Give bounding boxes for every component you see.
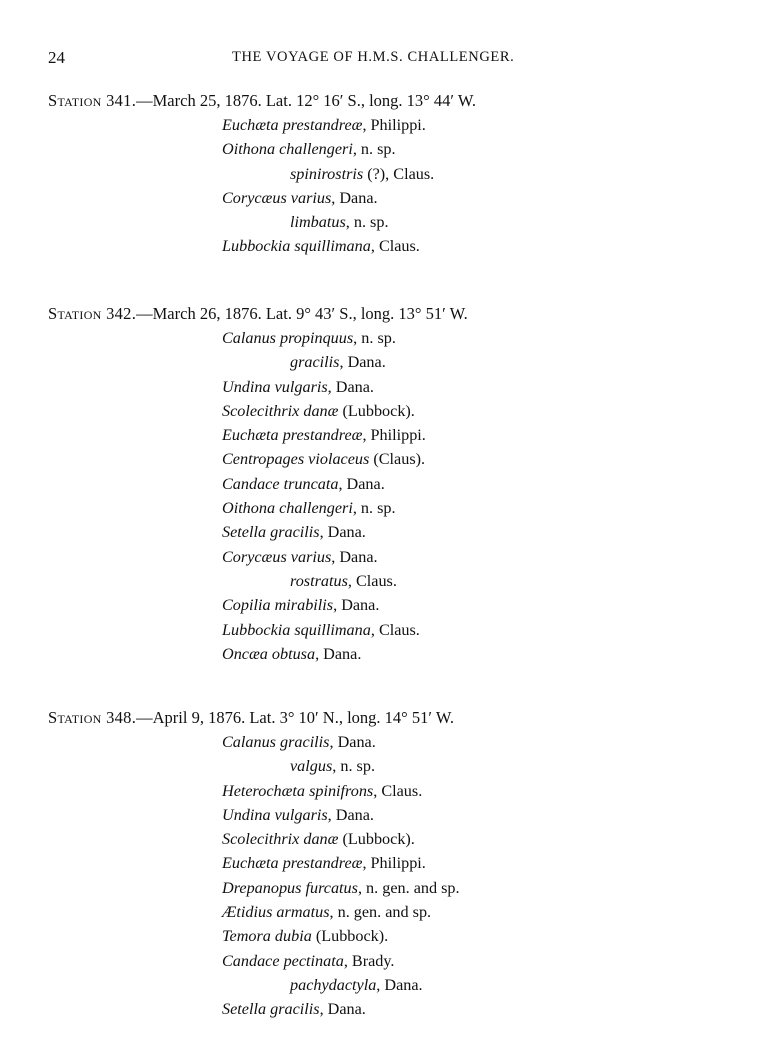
species-entry — [48, 186, 748, 210]
species-name: Temora dubia — [222, 927, 312, 946]
station-heading — [48, 302, 748, 326]
species-name: Candace truncata — [222, 474, 339, 493]
species-name: Euchæta prestandreæ — [222, 426, 363, 445]
station-label: Station 341. — [48, 91, 137, 110]
species-authority: , Claus. — [370, 237, 420, 256]
species-name: Candace pectinata — [222, 951, 344, 970]
species-name: Lubbockia squillimana — [222, 237, 371, 256]
running-title: THE VOYAGE OF H.M.S. CHALLENGER. — [232, 49, 515, 65]
species-name: Scolecithrix danæ — [222, 830, 339, 849]
species-entry — [48, 876, 748, 900]
species-name: Oithona challengeri — [222, 140, 353, 159]
species-entry — [48, 973, 748, 997]
species-entry — [48, 210, 748, 234]
station-section — [48, 706, 748, 1022]
species-authority: , Philippi. — [362, 426, 426, 445]
species-entry — [48, 593, 748, 617]
species-authority: , Brady. — [343, 951, 395, 970]
species-entry — [48, 447, 748, 471]
species-entry — [48, 472, 748, 496]
species-authority: , Dana. — [376, 975, 423, 994]
species-name: Euchæta prestandreæ — [222, 116, 363, 134]
species-entry — [48, 803, 748, 827]
species-entry — [48, 520, 748, 544]
species-name: Setella gracilis — [222, 523, 320, 542]
species-entry — [48, 827, 748, 851]
species-entry — [48, 851, 748, 875]
species-authority: , Philippi. — [362, 116, 426, 134]
species-entry — [48, 900, 748, 924]
species-authority: , Dana. — [319, 523, 366, 542]
species-name: Undina vulgaris — [222, 805, 328, 824]
species-authority: (Lubbock). — [338, 830, 415, 849]
species-authority: , n. gen. and sp. — [329, 903, 432, 922]
station-label: Station 348. — [48, 708, 137, 727]
species-name: Scolecithrix danæ — [222, 401, 339, 420]
species-entry — [48, 162, 748, 186]
species-entry — [48, 618, 748, 642]
species-name: pachydactyla — [290, 975, 377, 994]
species-authority: , Dana. — [333, 596, 380, 615]
species-name: limbatus — [290, 213, 346, 232]
species-name: Calanus propinquus — [222, 329, 354, 347]
species-list — [48, 113, 748, 259]
station-label: Station 342. — [48, 304, 137, 323]
species-authority: , Dana. — [319, 1000, 366, 1019]
species-authority: , Dana. — [315, 644, 362, 663]
species-authority: , n. sp. — [352, 140, 396, 159]
species-name: Calanus gracilis — [222, 733, 330, 751]
species-authority: , Dana. — [329, 733, 376, 751]
species-name: Oithona challengeri — [222, 499, 353, 518]
species-name: Centropages violaceus — [222, 450, 370, 469]
species-authority: , n. gen. and sp. — [357, 878, 460, 897]
species-entry — [48, 234, 748, 258]
species-name: Oncæa obtusa — [222, 644, 316, 663]
running-head — [48, 48, 738, 72]
species-authority: , n. sp. — [353, 329, 396, 347]
species-name: gracilis — [290, 353, 340, 372]
species-name: Euchæta prestandreæ — [222, 854, 363, 873]
species-authority: (Lubbock). — [311, 927, 389, 946]
station-detail: —April 9, 1876. Lat. 3° 10′ N., long. 14° 51′ W. — [136, 708, 455, 727]
species-authority: , Philippi. — [362, 854, 426, 873]
species-entry — [48, 350, 748, 374]
station-detail: —March 26, 1876. Lat. 9° 43′ S., long. 13° 51′ W. — [136, 304, 468, 323]
species-authority: , Dana. — [331, 188, 378, 207]
station-heading — [48, 89, 748, 113]
species-name: Heterochæta spinifrons — [222, 781, 374, 800]
species-entry — [48, 924, 748, 948]
species-authority: (Lubbock). — [338, 401, 415, 420]
species-authority: , Claus. — [370, 620, 420, 639]
species-entry — [48, 399, 748, 423]
species-authority: , Claus. — [347, 571, 397, 590]
station-section — [48, 302, 748, 666]
species-entry — [48, 997, 748, 1021]
species-authority: , Dana. — [338, 474, 385, 493]
species-entry — [48, 779, 748, 803]
species-entry — [48, 496, 748, 520]
species-authority: , Dana. — [327, 805, 374, 824]
species-entry — [48, 949, 748, 973]
species-entry — [48, 375, 748, 399]
species-entry — [48, 754, 748, 778]
species-authority: , n. sp. — [345, 213, 389, 232]
species-name: Copilia mirabilis — [222, 596, 334, 615]
species-entry — [48, 326, 748, 350]
species-authority: (Claus). — [369, 450, 426, 469]
species-name: Setella gracilis — [222, 1000, 320, 1019]
species-entry — [48, 423, 748, 447]
species-entry — [48, 545, 748, 569]
station-section — [48, 89, 748, 259]
species-name: spinirostris — [290, 164, 364, 183]
species-authority: , Dana. — [327, 377, 374, 396]
species-authority: , Claus. — [373, 781, 423, 800]
species-entry — [48, 113, 748, 137]
species-name: Ætidius armatus — [222, 903, 330, 922]
species-name: rostratus — [290, 571, 348, 590]
species-name: Undina vulgaris — [222, 377, 328, 396]
species-entry — [48, 569, 748, 593]
station-detail: —March 25, 1876. Lat. 12° 16′ S., long. 13° 44′ W. — [136, 91, 477, 110]
species-authority: , Dana. — [331, 547, 378, 566]
species-entry — [48, 642, 748, 666]
species-name: Corycæus varius — [222, 547, 332, 566]
species-name: Corycæus varius — [222, 188, 332, 207]
species-list — [48, 730, 748, 1022]
station-heading — [48, 706, 748, 730]
species-authority: , n. sp. — [332, 757, 375, 776]
species-list — [48, 326, 748, 666]
species-name: Drepanopus furcatus — [222, 878, 358, 897]
species-name: valgus — [290, 757, 333, 776]
species-authority: (?), Claus. — [363, 164, 435, 183]
page-number: 24 — [48, 48, 65, 67]
species-authority: , n. sp. — [352, 499, 396, 518]
species-authority: , Dana. — [339, 353, 386, 372]
species-entry — [48, 137, 748, 161]
species-name: Lubbockia squillimana — [222, 620, 371, 639]
species-entry — [48, 730, 748, 754]
